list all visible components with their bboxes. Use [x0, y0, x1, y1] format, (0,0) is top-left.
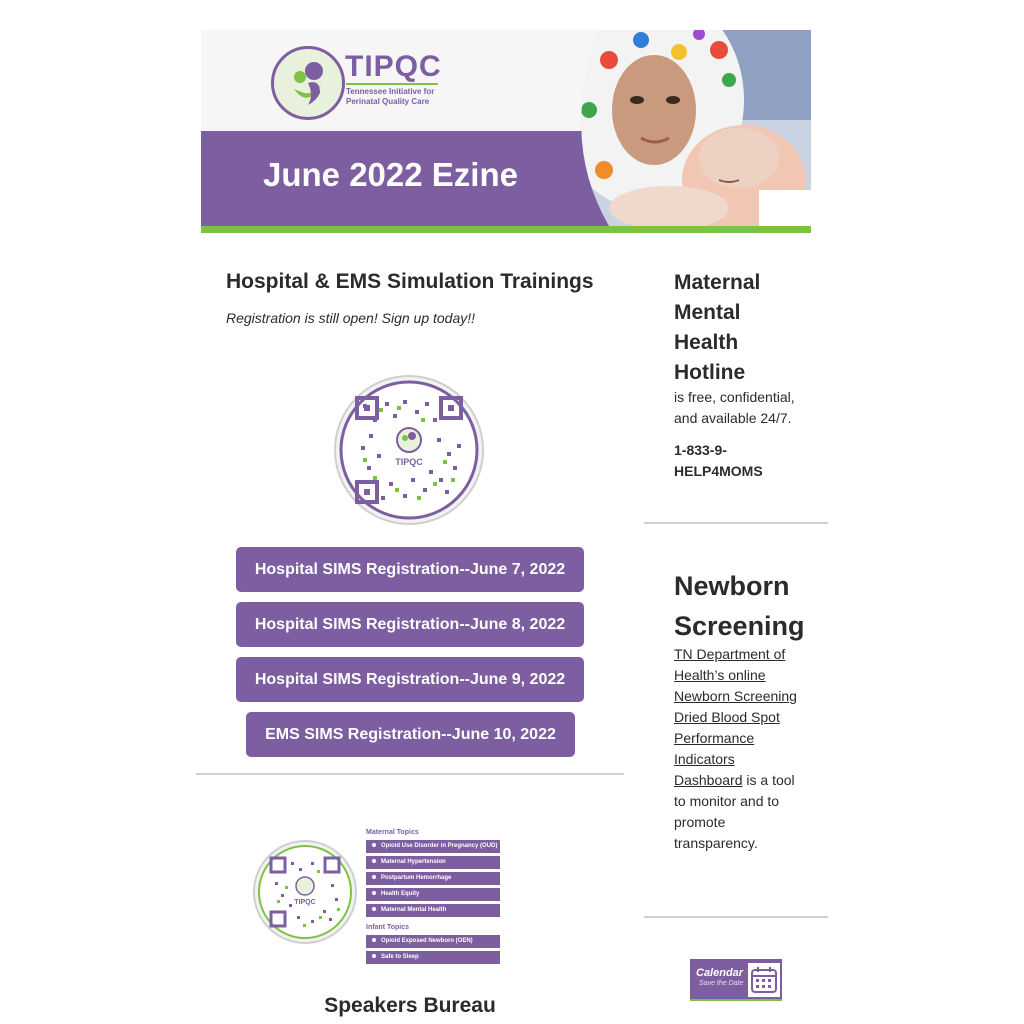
hotline-description: is free, confidential, and available 24/7.	[674, 389, 795, 426]
svg-text:TIPQC: TIPQC	[294, 899, 316, 906]
sidebar-divider	[644, 522, 828, 524]
logo-subtitle-line1: Tennessee Initiative for	[346, 87, 435, 96]
topic-item[interactable]	[366, 935, 500, 948]
topic-label: Health Equity	[381, 891, 420, 897]
person-icon	[372, 954, 376, 958]
logo-subtitle-line2: Perinatal Quality Care	[346, 97, 430, 106]
section-divider	[196, 773, 624, 775]
newborn-screening-title: Newborn Screening	[674, 571, 805, 641]
person-icon	[372, 843, 376, 847]
calendar-label: Calendar	[696, 967, 744, 979]
person-icon	[372, 938, 376, 942]
person-icon	[372, 875, 376, 879]
ems-sims-june-10-button[interactable]: EMS SIMS Registration--June 10, 2022	[246, 712, 575, 757]
banner-title: June 2022 Ezine	[263, 156, 518, 193]
hotline-title: Maternal Mental Health Hotline	[674, 271, 761, 384]
tipqc-logo-icon	[271, 46, 345, 120]
header-banner	[201, 30, 811, 233]
calendar-sublabel: Save the Date	[699, 980, 744, 987]
topic-label: Postpartum Hemorrhage	[381, 875, 452, 881]
speaker-topics-list	[366, 828, 500, 964]
topic-item[interactable]	[366, 840, 500, 853]
registration-note: Registration is still open! Sign up today!!	[226, 310, 476, 326]
logo-name: TIPQC	[345, 50, 442, 83]
mother-and-newborn-photo	[569, 30, 811, 226]
topic-item[interactable]	[366, 888, 500, 901]
logo-subtitle	[346, 87, 434, 107]
person-icon	[372, 891, 376, 895]
logo-rule	[346, 83, 438, 85]
newborn-screening-rest: is a tool to monitor and to promote transparency.	[674, 772, 795, 851]
maternal-topics-header: Maternal Topics	[366, 829, 419, 836]
dashboard-link[interactable]: TN Department of Health’s online Newborn Screening Dried Blood Spot Performance Indicators Dashboard	[674, 646, 797, 788]
topic-item[interactable]	[366, 951, 500, 964]
svg-text:TIPQC: TIPQC	[395, 457, 423, 467]
topic-label: Safe to Sleep	[381, 954, 419, 960]
speakers-bureau-heading: Speakers Bureau	[324, 994, 496, 1017]
topic-item[interactable]	[366, 872, 500, 885]
calendar-icon	[748, 963, 780, 997]
simulation-heading: Hospital & EMS Simulation Trainings	[226, 270, 594, 293]
speakers-qr-code-icon[interactable]	[253, 840, 357, 944]
topic-label: Maternal Mental Health	[381, 907, 447, 913]
infant-topics-header: Infant Topics	[366, 924, 410, 931]
hospital-sims-june-7-button[interactable]: Hospital SIMS Registration--June 7, 2022	[236, 547, 584, 592]
topic-label: Opioid Exposed Newborn (OEN)	[381, 938, 473, 944]
qr-code-icon[interactable]	[333, 374, 485, 526]
person-icon	[372, 907, 376, 911]
topic-label: Opioid Use Disorder in Pregnancy (OUD)	[381, 843, 498, 849]
topic-label: Maternal Hypertension	[381, 859, 446, 865]
banner-green-stripe	[201, 226, 811, 233]
topic-item[interactable]	[366, 904, 500, 917]
topic-item[interactable]	[366, 856, 500, 869]
newborn-screening-text	[674, 644, 806, 854]
hospital-sims-june-9-button[interactable]: Hospital SIMS Registration--June 9, 2022	[236, 657, 584, 702]
hospital-sims-june-8-button[interactable]: Hospital SIMS Registration--June 8, 2022	[236, 602, 584, 647]
calendar-button[interactable]	[690, 959, 782, 1001]
sidebar-divider	[644, 916, 828, 918]
hotline-phone[interactable]: 1-833-9-HELP4MOMS	[674, 442, 763, 479]
person-icon	[372, 859, 376, 863]
